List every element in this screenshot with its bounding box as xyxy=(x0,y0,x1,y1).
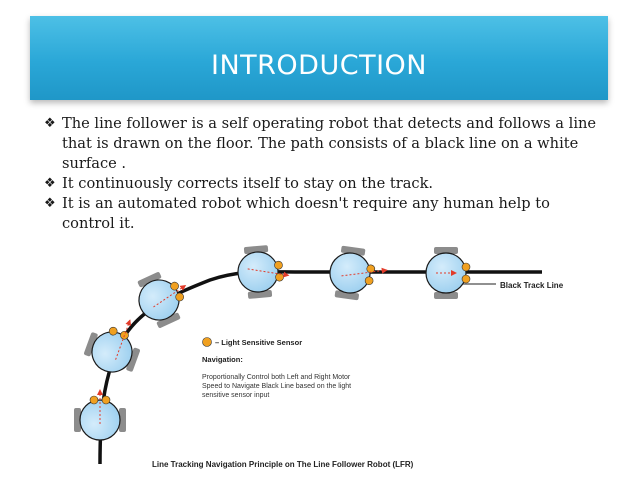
sensor xyxy=(462,263,470,271)
robot xyxy=(327,244,390,303)
robot xyxy=(426,247,470,299)
bullet-item xyxy=(44,114,604,174)
bullet-text: It is an automated robot which doesn't require any human help to control it. xyxy=(62,195,550,232)
title-bar xyxy=(30,16,608,100)
bullet-item xyxy=(44,174,604,194)
robot xyxy=(130,264,197,332)
diamond-bullet-icon: ❖ xyxy=(44,196,56,211)
diagram-caption: Line Tracking Navigation Principle on The Line Follower Robot (LFR) xyxy=(152,460,414,469)
navigation-line: Speed to Navigate Black Line based on the light xyxy=(202,383,352,390)
bullet-item xyxy=(44,194,604,234)
sensor xyxy=(102,396,110,404)
legend-sensor-label: – Light Sensitive Sensor xyxy=(215,338,303,347)
line-tracking-diagram xyxy=(62,240,572,474)
sensor xyxy=(90,396,98,404)
legend-sensor-icon xyxy=(203,338,212,347)
navigation-line: Proportionally Control both Left and Right Motor xyxy=(202,374,351,381)
robot xyxy=(74,390,126,440)
bullet-text: The line follower is a self operating robot that detects and follows a line that is drawn on the floor. The path consists of a black line on a white surface . xyxy=(62,115,597,172)
sensor xyxy=(274,261,283,270)
bullet-list xyxy=(44,114,604,234)
slide-title: INTRODUCTION xyxy=(211,50,427,81)
sensor xyxy=(462,275,470,283)
diamond-bullet-icon: ❖ xyxy=(44,116,56,131)
diamond-bullet-icon: ❖ xyxy=(44,176,56,191)
navigation-heading: Navigation: xyxy=(202,355,243,364)
bullet-text: It continuously corrects itself to stay on the track. xyxy=(62,175,434,192)
robot-body xyxy=(236,250,279,293)
track-label: Black Track Line xyxy=(500,281,564,290)
navigation-line: sensitive sensor input xyxy=(202,392,270,399)
